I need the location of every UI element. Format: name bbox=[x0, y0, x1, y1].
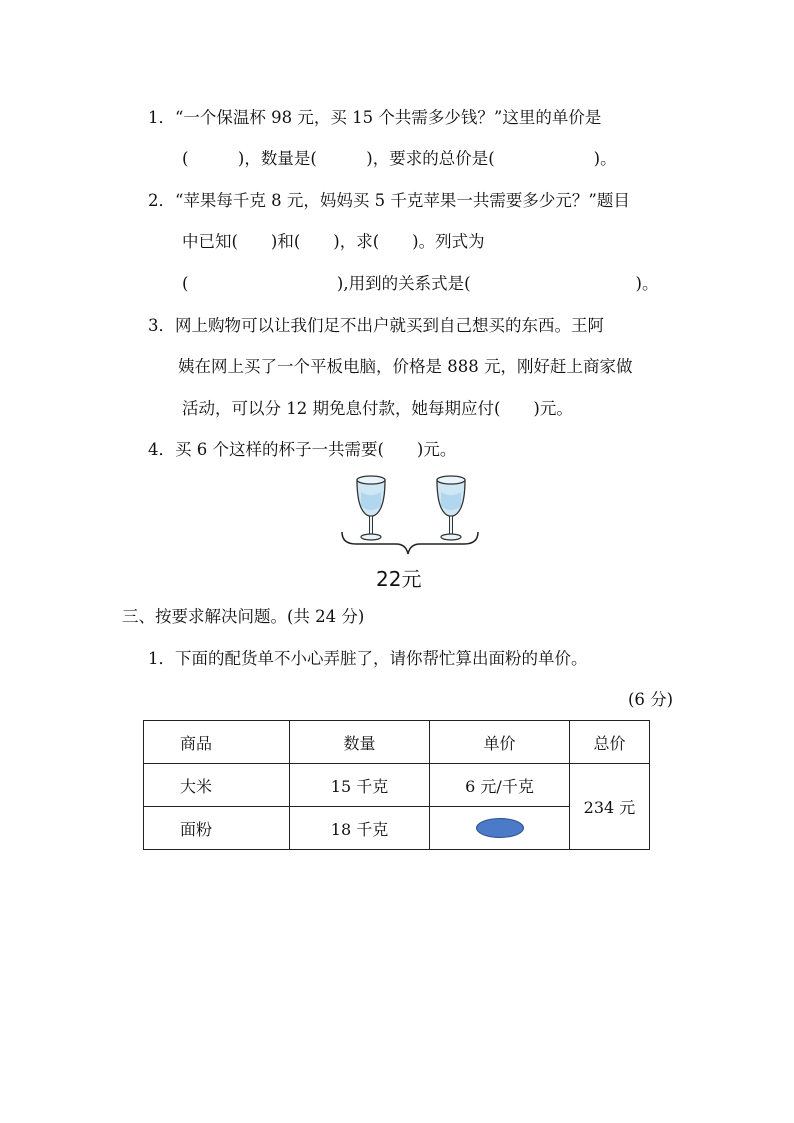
q3-line2: 姨在网上买了一个平板电脑，价格是 888 元，刚好赶上商家做 bbox=[178, 357, 633, 376]
s3-q1-text: 1．下面的配货单不小心弄脏了，请你帮忙算出面粉的单价。 bbox=[148, 649, 588, 668]
row-qty: 18 千克 bbox=[290, 807, 430, 850]
ink-smudge bbox=[476, 818, 524, 838]
order-table bbox=[143, 720, 650, 850]
header-item: 商品 bbox=[144, 721, 290, 764]
wine-glass-icon bbox=[357, 476, 385, 540]
q2-line3: ( ),用到的关系式是( )。 bbox=[182, 274, 659, 293]
row-item: 面粉 bbox=[144, 807, 290, 850]
section-heading: 三、按要求解决问题。(共 24 分) bbox=[122, 607, 365, 626]
header-qty: 数量 bbox=[290, 721, 430, 764]
row-item: 大米 bbox=[144, 764, 290, 807]
q4-line1: 4．买 6 个这样的杯子一共需要( )元。 bbox=[148, 440, 457, 459]
q2-line1: 2．“苹果每千克 8 元，妈妈买 5 千克苹果一共需要多少元？”题目 bbox=[148, 191, 630, 210]
total-cell: 234 元 bbox=[570, 764, 650, 850]
s3-q1-points: (6 分) bbox=[628, 690, 674, 709]
q2-line2: 中已知( )和( )，求( )。列式为 bbox=[182, 232, 485, 251]
table-row bbox=[144, 764, 650, 807]
wine-glass-icon bbox=[437, 476, 465, 540]
figure-caption: 22元 bbox=[376, 567, 422, 591]
price-cell-smudged bbox=[430, 807, 570, 850]
q1-line1: 1．“一个保温杯 98 元，买 15 个共需多少钱？”这里的单价是 bbox=[148, 108, 602, 127]
row-qty: 15 千克 bbox=[290, 764, 430, 807]
row-price: 6 元/千克 bbox=[430, 764, 570, 807]
q1-line2: ( )，数量是( )，要求的总价是( )。 bbox=[182, 149, 617, 168]
table-header-row bbox=[144, 721, 650, 764]
header-price: 单价 bbox=[430, 721, 570, 764]
q3-line1: 3．网上购物可以让我们足不出户就买到自己想买的东西。王阿 bbox=[148, 316, 604, 335]
header-total: 总价 bbox=[570, 721, 650, 764]
q3-line3: 活动，可以分 12 期免息付款，她每期应付( )元。 bbox=[182, 399, 573, 418]
